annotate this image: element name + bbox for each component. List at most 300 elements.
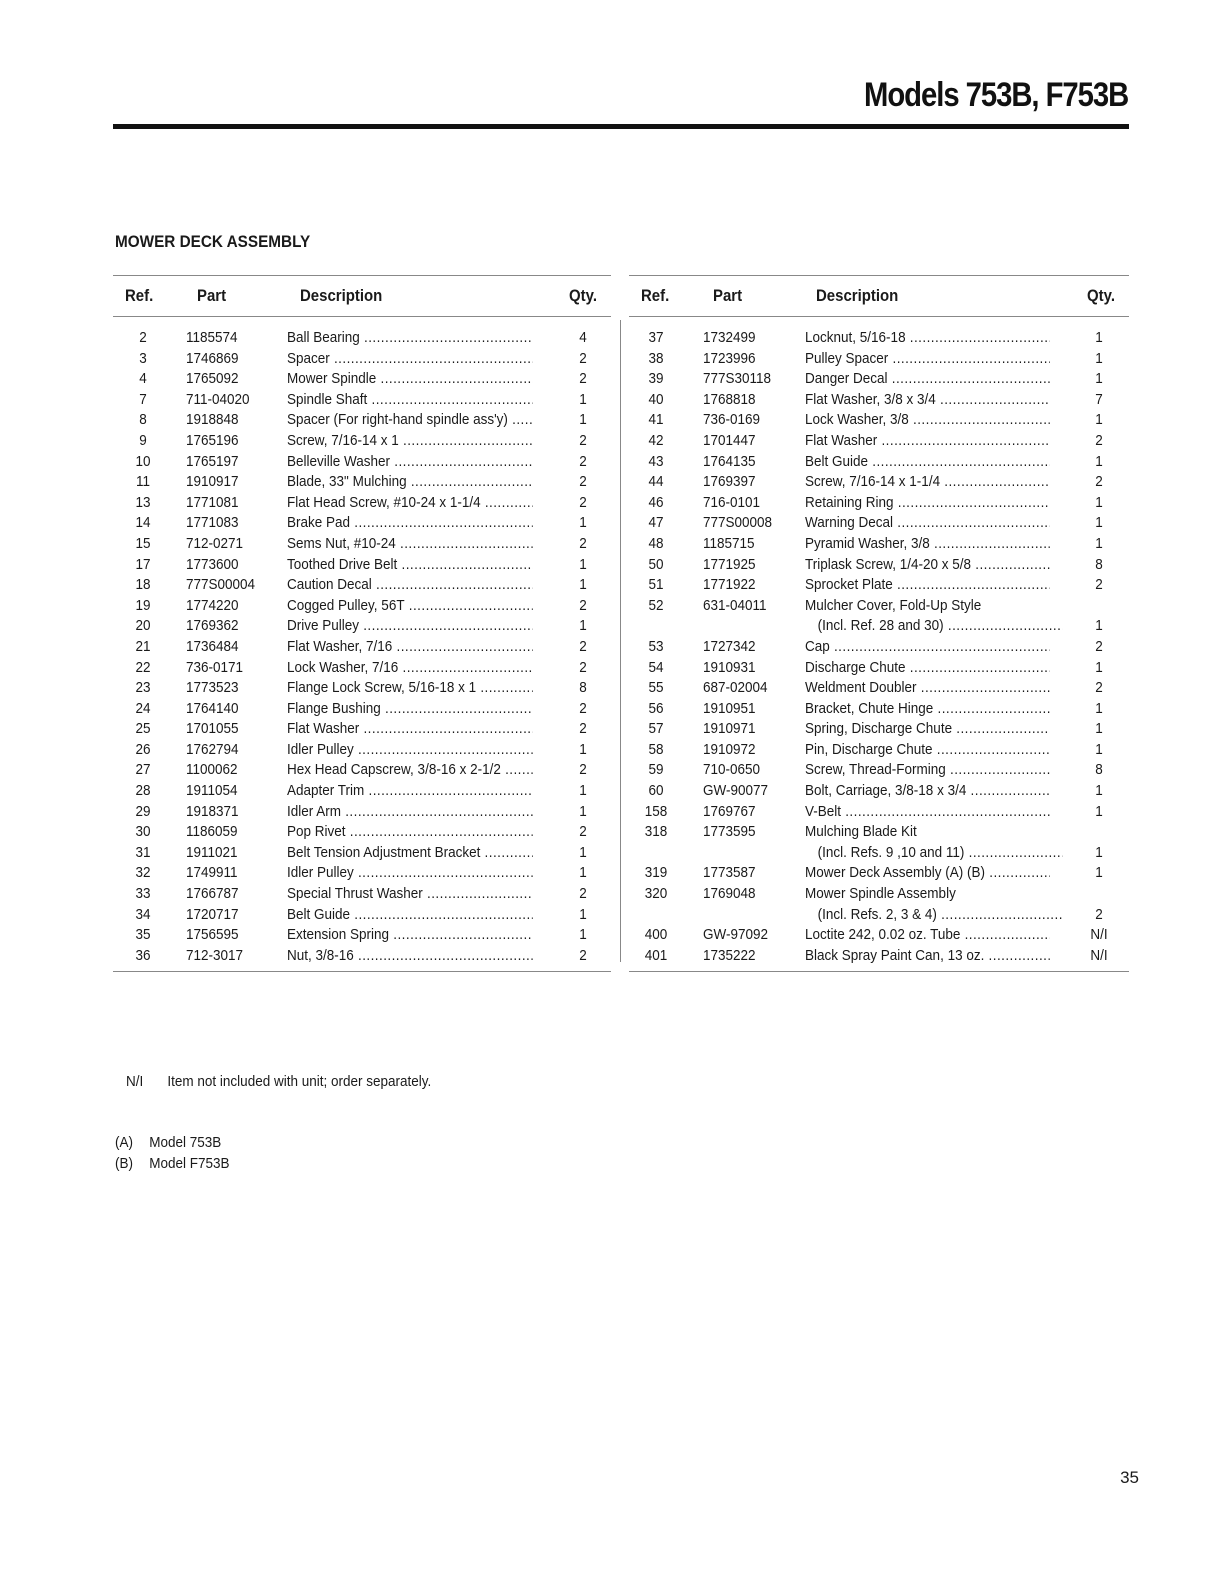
ref-cell: 60 <box>648 782 664 800</box>
description-cell: (Incl. Ref. 28 and 30) ..... <box>805 616 1062 637</box>
ref-cell: 40 <box>648 390 664 408</box>
table-row <box>629 575 1129 596</box>
description-cell: Toothed Drive Belt ..... <box>287 555 533 576</box>
table-row <box>629 781 1129 802</box>
qty-cell: 2 <box>1095 637 1103 655</box>
part-cell: GW-90077 <box>703 782 769 800</box>
ref-cell: 9 <box>139 431 147 449</box>
qty-cell: 2 <box>579 596 587 614</box>
table-row <box>629 616 1129 637</box>
part-cell: 1732499 <box>703 329 756 346</box>
qty-cell: 1 <box>579 617 587 635</box>
qty-cell: 1 <box>579 514 587 532</box>
table-row <box>629 328 1129 349</box>
ref-cell: 318 <box>644 823 668 841</box>
qty-cell: 1 <box>1095 349 1103 367</box>
table-row <box>113 369 611 390</box>
description-cell: Pyramid Washer, 3/8 ..... <box>805 534 1050 555</box>
ref-cell: 34 <box>135 905 151 923</box>
qty-cell: 1 <box>1095 514 1103 532</box>
table-body-right <box>629 317 1129 972</box>
ref-cell: 3 <box>139 349 147 367</box>
part-cell: 1765197 <box>186 452 239 470</box>
table-row <box>629 431 1129 452</box>
qty-cell: 1 <box>1095 864 1103 882</box>
part-cell: 1185574 <box>186 329 238 346</box>
table-row <box>113 513 611 534</box>
part-cell: 1765196 <box>186 431 239 449</box>
header-description: Description <box>300 286 383 305</box>
header-ref: Ref. <box>125 286 154 305</box>
ref-cell: 10 <box>135 452 151 470</box>
qty-cell: 1 <box>1095 534 1103 552</box>
part-cell: 1701447 <box>703 431 756 449</box>
description-cell: Belt Guide ..... <box>805 452 1050 473</box>
table-row <box>113 925 611 946</box>
qty-cell: 1 <box>579 390 587 408</box>
table-row <box>113 616 611 637</box>
ref-cell: 30 <box>135 823 151 841</box>
part-cell: 1735222 <box>703 946 756 964</box>
ref-cell: 56 <box>648 699 664 717</box>
qty-cell: 2 <box>579 658 587 676</box>
footnote-b <box>115 1155 229 1172</box>
part-cell: 777S00008 <box>703 514 773 532</box>
page-number: 35 <box>1120 1468 1139 1487</box>
description-cell: Sems Nut, #10-24 ..... <box>287 534 533 555</box>
table-row <box>113 534 611 555</box>
part-cell: 1766787 <box>186 885 239 903</box>
qty-cell: 1 <box>579 802 587 820</box>
table-row <box>113 658 611 679</box>
part-cell: 1910931 <box>703 658 756 676</box>
part-cell: 1185715 <box>703 534 755 552</box>
ref-cell: 46 <box>648 493 664 511</box>
header-part: Part <box>713 286 743 305</box>
qty-cell: 1 <box>579 411 587 429</box>
description-cell: Bracket, Chute Hinge ..... <box>805 699 1050 720</box>
table-row <box>629 452 1129 473</box>
description-cell: Locknut, 5/16-18 ..... <box>805 328 1050 349</box>
part-cell: 1774220 <box>186 596 239 614</box>
qty-cell: N/I <box>1090 946 1108 964</box>
table-row <box>113 843 611 864</box>
description-cell: Idler Pulley ..... <box>287 740 533 761</box>
column-divider <box>620 320 621 962</box>
ref-cell: 37 <box>648 329 664 346</box>
ref-cell: 58 <box>648 740 664 758</box>
ref-cell: 24 <box>135 699 151 717</box>
description-cell: Belt Guide ..... <box>287 905 533 926</box>
part-cell: 1756595 <box>186 926 239 944</box>
description-cell: Special Thrust Washer ..... <box>287 884 533 905</box>
part-cell: 1768818 <box>703 390 756 408</box>
table-row <box>629 946 1129 967</box>
part-cell: 716-0101 <box>703 493 761 511</box>
part-cell: 1769048 <box>703 885 756 903</box>
ref-cell: 50 <box>648 555 664 573</box>
table-row <box>629 699 1129 720</box>
table-row <box>629 534 1129 555</box>
ref-cell: 11 <box>135 473 151 491</box>
description-cell: Ball Bearing ..... <box>287 328 533 349</box>
part-cell: 1910972 <box>703 740 756 758</box>
part-cell: 710-0650 <box>703 761 761 779</box>
description-cell: Pulley Spacer ..... <box>805 349 1050 370</box>
part-cell: 1186059 <box>186 823 238 841</box>
part-cell: 1773523 <box>186 679 239 697</box>
table-row <box>113 493 611 514</box>
table-row <box>113 410 611 431</box>
ref-cell: 25 <box>135 720 151 738</box>
ref-cell: 23 <box>135 679 151 697</box>
table-header-left <box>113 275 611 317</box>
ref-cell: 41 <box>648 411 664 429</box>
table-row <box>629 555 1129 576</box>
qty-cell: 2 <box>579 473 587 491</box>
qty-cell: 1 <box>1095 370 1103 388</box>
ref-cell: 13 <box>135 493 151 511</box>
part-cell: 1764135 <box>703 452 756 470</box>
description-cell: Flat Washer, 7/16 ..... <box>287 637 533 658</box>
table-row <box>113 699 611 720</box>
table-row <box>629 863 1129 884</box>
qty-cell: 2 <box>579 431 587 449</box>
qty-cell: 1 <box>579 864 587 882</box>
parts-table-right <box>629 275 1129 972</box>
qty-cell: 2 <box>579 699 587 717</box>
qty-cell: 8 <box>1095 761 1103 779</box>
qty-cell: 2 <box>1095 679 1103 697</box>
title-rule <box>113 124 1129 129</box>
part-cell: 736-0169 <box>703 411 761 429</box>
ref-cell: 400 <box>644 926 668 944</box>
table-row <box>629 760 1129 781</box>
ref-cell: 158 <box>644 802 668 820</box>
description-cell: Nut, 3/8-16 ..... <box>287 946 533 967</box>
ref-cell: 53 <box>648 637 664 655</box>
table-row <box>113 555 611 576</box>
table-row <box>629 410 1129 431</box>
table-row <box>629 822 1129 843</box>
qty-cell: 2 <box>579 452 587 470</box>
description-cell: Screw, 7/16-14 x 1 ..... <box>287 431 533 452</box>
table-row <box>113 863 611 884</box>
qty-cell: 2 <box>579 534 587 552</box>
qty-cell: 1 <box>579 555 587 573</box>
table-row <box>113 328 611 349</box>
description-cell: Spindle Shaft ..... <box>287 390 533 411</box>
qty-cell: 1 <box>1095 843 1103 861</box>
parts-table-left <box>113 275 611 972</box>
ref-cell: 401 <box>644 946 668 964</box>
description-cell: Belt Tension Adjustment Bracket ..... <box>287 843 533 864</box>
description-cell: Spring, Discharge Chute ..... <box>805 719 1050 740</box>
qty-cell: 1 <box>579 782 587 800</box>
ref-cell: 31 <box>135 843 151 861</box>
ref-cell: 55 <box>648 679 664 697</box>
qty-cell: 1 <box>579 576 587 594</box>
description-cell: Retaining Ring ..... <box>805 493 1050 514</box>
part-cell: 736-0171 <box>186 658 244 676</box>
ref-cell: 14 <box>135 514 151 532</box>
table-row <box>629 925 1129 946</box>
table-row <box>113 946 611 967</box>
part-cell: 1769767 <box>703 802 756 820</box>
table-row <box>113 349 611 370</box>
header-part: Part <box>197 286 227 305</box>
qty-cell: 7 <box>1095 390 1103 408</box>
part-cell: 1727342 <box>703 637 756 655</box>
part-cell: 1720717 <box>186 905 239 923</box>
description-cell: Idler Pulley ..... <box>287 863 533 884</box>
qty-cell: 8 <box>1095 555 1103 573</box>
description-cell: Lock Washer, 7/16 ..... <box>287 658 533 679</box>
part-cell: 1910917 <box>186 473 239 491</box>
qty-cell: 1 <box>1095 740 1103 758</box>
description-cell: Hex Head Capscrew, 3/8-16 x 2-1/2 ..... <box>287 760 533 781</box>
header-ref: Ref. <box>641 286 670 305</box>
ref-cell: 36 <box>135 946 151 964</box>
qty-cell: 2 <box>579 823 587 841</box>
ref-cell: 52 <box>648 596 664 614</box>
description-cell: V-Belt ..... <box>805 802 1050 823</box>
page-title: Models 753B, F753B <box>863 76 1128 114</box>
ref-cell: 319 <box>644 864 668 882</box>
table-row <box>629 658 1129 679</box>
footnote-text: Item not included with unit; order separately. <box>167 1073 432 1090</box>
description-cell: Screw, 7/16-14 x 1-1/4 ..... <box>805 472 1050 493</box>
table-row <box>629 884 1129 905</box>
part-cell: 777S00004 <box>186 576 256 594</box>
header-qty: Qty. <box>1087 286 1115 305</box>
part-cell: 1773587 <box>703 864 756 882</box>
ref-cell: 32 <box>135 864 151 882</box>
table-row <box>629 390 1129 411</box>
description-cell: Spacer ..... <box>287 349 533 370</box>
description-cell: Flat Washer ..... <box>287 719 533 740</box>
table-row <box>629 843 1129 864</box>
ref-cell: 48 <box>648 534 664 552</box>
table-row <box>113 431 611 452</box>
ref-cell: 29 <box>135 802 151 820</box>
description-cell: Pop Rivet ..... <box>287 822 533 843</box>
table-row <box>629 349 1129 370</box>
description-cell: Mulcher Cover, Fold-Up Style <box>805 596 982 614</box>
qty-cell: 1 <box>1095 493 1103 511</box>
qty-cell: 1 <box>1095 329 1103 346</box>
description-cell: Mulching Blade Kit <box>805 823 917 841</box>
ref-cell: 54 <box>648 658 664 676</box>
ref-cell: 59 <box>648 761 664 779</box>
description-cell: Mower Spindle ..... <box>287 369 533 390</box>
table-row <box>113 452 611 473</box>
table-row <box>629 513 1129 534</box>
description-cell: Mower Deck Assembly (A) (B) ..... <box>805 863 1050 884</box>
ref-cell: 19 <box>135 596 151 614</box>
part-cell: 1771083 <box>186 514 239 532</box>
description-cell: Warning Decal ..... <box>805 513 1050 534</box>
table-row <box>113 884 611 905</box>
part-cell: 1771081 <box>186 493 239 511</box>
description-cell: Pin, Discharge Chute ..... <box>805 740 1050 761</box>
description-cell: Flat Washer ..... <box>805 431 1050 452</box>
ref-cell: 4 <box>139 370 147 388</box>
footnote-key: N/I <box>126 1073 144 1090</box>
qty-cell: 8 <box>579 679 587 697</box>
ref-cell: 28 <box>135 782 151 800</box>
qty-cell: 2 <box>579 885 587 903</box>
description-cell: (Incl. Refs. 9 ,10 and 11) ..... <box>805 843 1062 864</box>
description-cell: Triplask Screw, 1/4-20 x 5/8 ..... <box>805 555 1050 576</box>
part-cell: 1911021 <box>186 843 238 861</box>
qty-cell: 1 <box>1095 658 1103 676</box>
ref-cell: 22 <box>135 658 151 676</box>
table-row <box>113 575 611 596</box>
description-cell: Spacer (For right-hand spindle ass'y) ..... <box>287 410 533 431</box>
table-row <box>629 472 1129 493</box>
footnote-text: Model 753B <box>149 1134 222 1151</box>
description-cell: Belleville Washer ..... <box>287 452 533 473</box>
ref-cell: 47 <box>648 514 664 532</box>
qty-cell: 2 <box>579 370 587 388</box>
table-row <box>113 822 611 843</box>
table-row <box>629 596 1129 617</box>
qty-cell: 1 <box>1095 802 1103 820</box>
qty-cell: 1 <box>579 843 587 861</box>
description-cell: Adapter Trim ..... <box>287 781 533 802</box>
qty-cell: 2 <box>579 761 587 779</box>
table-row <box>113 596 611 617</box>
table-row <box>113 678 611 699</box>
footnote-text: Model F753B <box>149 1155 230 1172</box>
part-cell: 777S30118 <box>703 370 772 388</box>
part-cell: 1769362 <box>186 617 239 635</box>
ref-cell: 2 <box>139 329 147 346</box>
description-cell: Flat Washer, 3/8 x 3/4 ..... <box>805 390 1050 411</box>
description-cell: Cogged Pulley, 56T ..... <box>287 596 533 617</box>
part-cell: 687-02004 <box>703 679 768 697</box>
qty-cell: 1 <box>1095 452 1103 470</box>
part-cell: 1773595 <box>703 823 756 841</box>
ref-cell: 21 <box>135 637 151 655</box>
ref-cell: 27 <box>135 761 151 779</box>
qty-cell: 2 <box>579 493 587 511</box>
qty-cell: 2 <box>579 349 587 367</box>
description-cell: Brake Pad ..... <box>287 513 533 534</box>
ref-cell: 17 <box>135 555 151 573</box>
header-description: Description <box>816 286 899 305</box>
table-row <box>113 740 611 761</box>
table-header-right <box>629 275 1129 317</box>
qty-cell: 1 <box>1095 617 1103 635</box>
qty-cell: 2 <box>1095 473 1103 491</box>
table-row <box>113 719 611 740</box>
table-row <box>629 493 1129 514</box>
description-cell: Weldment Doubler ..... <box>805 678 1050 699</box>
qty-cell: 1 <box>579 926 587 944</box>
part-cell: 1765092 <box>186 370 239 388</box>
table-row <box>113 802 611 823</box>
ref-cell: 57 <box>648 720 664 738</box>
table-row <box>113 637 611 658</box>
part-cell: 1910951 <box>703 699 756 717</box>
qty-cell: 1 <box>1095 720 1103 738</box>
description-cell: Flange Bushing ..... <box>287 699 533 720</box>
table-row <box>629 369 1129 390</box>
qty-cell: 2 <box>1095 431 1103 449</box>
part-cell: 1911054 <box>186 782 238 800</box>
ref-cell: 7 <box>139 390 147 408</box>
section-heading: MOWER DECK ASSEMBLY <box>115 232 311 251</box>
description-cell: Flange Lock Screw, 5/16-18 x 1 ..... <box>287 678 533 699</box>
description-cell: Idler Arm ..... <box>287 802 533 823</box>
footnote-ni <box>126 1073 431 1090</box>
ref-cell: 35 <box>135 926 151 944</box>
part-cell: 712-3017 <box>186 946 244 964</box>
part-cell: 1749911 <box>186 864 238 882</box>
ref-cell: 39 <box>648 370 664 388</box>
description-cell: (Incl. Refs. 2, 3 & 4) ..... <box>805 905 1062 926</box>
ref-cell: 15 <box>135 534 151 552</box>
ref-cell: 20 <box>135 617 151 635</box>
qty-cell: 2 <box>579 946 587 964</box>
description-cell: Bolt, Carriage, 3/8-18 x 3/4 ..... <box>805 781 1050 802</box>
part-cell: 1762794 <box>186 740 239 758</box>
part-cell: 1764140 <box>186 699 239 717</box>
ref-cell: 320 <box>644 885 668 903</box>
ref-cell: 42 <box>648 431 664 449</box>
description-cell: Caution Decal ..... <box>287 575 533 596</box>
part-cell: 1701055 <box>186 720 239 738</box>
description-cell: Danger Decal ..... <box>805 369 1050 390</box>
qty-cell: 1 <box>579 905 587 923</box>
table-row <box>629 719 1129 740</box>
ref-cell: 43 <box>648 452 664 470</box>
footnote-a <box>115 1134 221 1151</box>
table-row <box>629 678 1129 699</box>
qty-cell: 1 <box>1095 782 1103 800</box>
table-body-left <box>113 317 611 972</box>
table-row <box>113 781 611 802</box>
ref-cell: 8 <box>139 411 147 429</box>
table-row <box>629 802 1129 823</box>
part-cell: 712-0271 <box>186 534 244 552</box>
qty-cell: 1 <box>579 740 587 758</box>
part-cell: 1736484 <box>186 637 239 655</box>
description-cell: Loctite 242, 0.02 oz. Tube ..... <box>805 925 1050 946</box>
part-cell: 1771925 <box>703 555 756 573</box>
ref-cell: 33 <box>135 885 151 903</box>
description-cell: Black Spray Paint Can, 13 oz. ..... <box>805 946 1050 967</box>
qty-cell: 1 <box>1095 411 1103 429</box>
table-row <box>113 472 611 493</box>
qty-cell: 2 <box>1095 576 1103 594</box>
part-cell: 631-04011 <box>703 596 767 614</box>
description-cell: Mower Spindle Assembly <box>805 885 956 903</box>
header-qty: Qty. <box>569 286 597 305</box>
part-cell: 1773600 <box>186 555 239 573</box>
ref-cell: 51 <box>648 576 664 594</box>
qty-cell: 2 <box>1095 905 1103 923</box>
part-cell: 1769397 <box>703 473 756 491</box>
description-cell: Lock Washer, 3/8 ..... <box>805 410 1050 431</box>
description-cell: Extension Spring ..... <box>287 925 533 946</box>
qty-cell: 4 <box>579 329 587 346</box>
ref-cell: 38 <box>648 349 664 367</box>
part-cell: 1918371 <box>186 802 239 820</box>
part-cell: 1100062 <box>186 761 238 779</box>
